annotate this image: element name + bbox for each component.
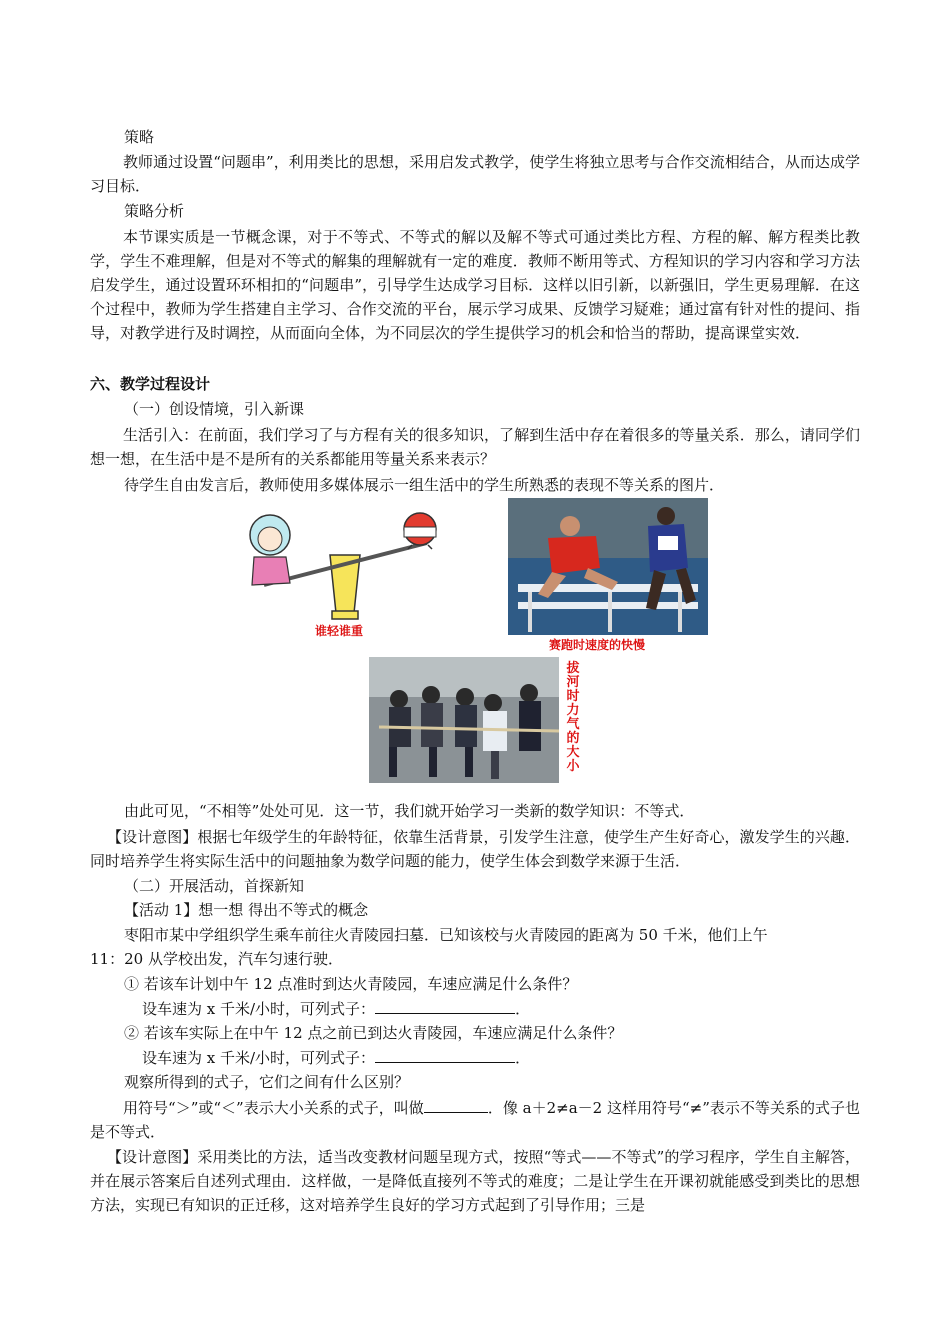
question-1-setup	[142, 997, 530, 1020]
strategy-heading: 策略	[124, 128, 155, 146]
seesaw-illustration	[242, 505, 462, 633]
symbol-definition-text: 用符号“＞”或“＜”表示大小关系的式子，叫做	[123, 1099, 424, 1117]
tug-of-war-drawing	[369, 657, 559, 783]
strategy-paragraph: 教师通过设置“问题串”，利用类比的思想，采用启发式教学，使学生将独立思考与合作交流相结合，从而达成学习目标．	[90, 153, 860, 195]
symbol-definition	[90, 1096, 860, 1144]
activity-1-heading: 【活动 1】想一想 得出不等式的概念	[124, 901, 369, 919]
design-intent-1: 【设计意图】根据七年级学生的年龄特征，依靠生活背景，引发学生注意，使学生产生好奇心，激发学生的兴趣．同时培养学生将实际生活中的问题抽象为数学问题的能力，使学生体会到数学来源于生活．	[90, 828, 860, 870]
symbol-definition-tail: ．像 a＋2≠a－2 这样用符号“≠”表示不等关系的式子也是不等式．	[90, 1099, 860, 1141]
answer-blank-1[interactable]	[375, 997, 515, 1014]
tug-caption: 拔河时力气的大小	[566, 661, 580, 774]
race-photo-drawing	[508, 498, 708, 635]
subsection-heading-1: （一）创设情境，引入新课	[124, 400, 305, 418]
race-caption: 赛跑时速度的快慢	[549, 638, 646, 652]
tug-of-war-photo	[369, 657, 591, 783]
question-1-period: ．	[515, 1000, 531, 1018]
answer-blank-2[interactable]	[375, 1046, 515, 1063]
question-2-period: ．	[515, 1049, 531, 1067]
strategy-analysis-paragraph: 本节课实质是一节概念课，对于不等式、不等式的解以及解不等式可通过类比方程、方程的解、解方程类比教学，学生不难理解，但是对不等式的解集的理解就有一定的难度．教师不断用等式、方程知识的学习内容和学习方法启发学生，通过设置环环相扣的“问题串”，引导学生达成学习目标．这样以旧引新，以新强旧，学生更易理解．在这个过程中，教师为学生搭建自主学习、合作交流的平台，展示学习成果、反馈学习疑难；通过富有针对性的提问、指导，对教学进行及时调控，从而面向全体，为不同层次的学生提供学习的机会和恰当的帮助，提高课堂实效．	[90, 228, 860, 342]
problem-line-1: 枣阳市某中学组织学生乘车前往火青陵园扫墓．已知该校与火青陵园的距离为 50 千米，他们上午	[124, 926, 768, 944]
question-2-setup-text: 设车速为 x 千米/小时，可列式子：	[142, 1049, 376, 1067]
life-intro-paragraph: 生活引入：在前面，我们学习了与方程有关的很多知识，了解到生活中存在着很多的等量关系．那么，请同学们想一想，在生活中是不是所有的关系都能用等量关系来表示？	[90, 426, 860, 468]
seesaw-drawing	[242, 505, 462, 633]
observe-line: 观察所得到的式子，它们之间有什么区别？	[124, 1073, 410, 1091]
subsection-heading-2: （二）开展活动，首探新知	[124, 877, 305, 895]
definition-blank[interactable]	[424, 1096, 488, 1113]
race-photo	[508, 498, 708, 635]
question-1-setup-text: 设车速为 x 千米/小时，可列式子：	[142, 1000, 376, 1018]
conclusion-line: 由此可见，“不相等”处处可见．这一节，我们就开始学习一类新的数学知识：不等式．	[124, 802, 695, 820]
media-intro-line: 待学生自由发言后，教师使用多媒体展示一组生活中的学生所熟悉的表现不等关系的图片．	[124, 476, 725, 494]
question-2-setup	[142, 1046, 530, 1069]
question-1: ① 若该车计划中午 12 点准时到达火青陵园，车速应满足什么条件？	[124, 975, 578, 993]
section-heading: 六、教学过程设计	[90, 375, 211, 393]
design-intent-2: 【设计意图】采用类比的方法，适当改变教材问题呈现方式，按照“等式——不等式”的学习程序，学生自主解答，并在展示答案后自述列式理由．这样做，一是降低直接列不等式的难度；二是让学生在开课初就能感受到类比的思想方法，实现已有知识的正迁移，这对培养学生良好的学习方式起到了引导作用；三是	[90, 1148, 860, 1214]
strategy-analysis-heading: 策略分析	[124, 202, 185, 220]
problem-line-2: 11：20 从学校出发，汽车匀速行驶．	[90, 950, 343, 968]
question-2: ② 若该车实际上在中午 12 点之前已到达火青陵园，车速应满足什么条件？	[124, 1024, 623, 1042]
seesaw-caption: 谁轻谁重	[315, 624, 364, 638]
